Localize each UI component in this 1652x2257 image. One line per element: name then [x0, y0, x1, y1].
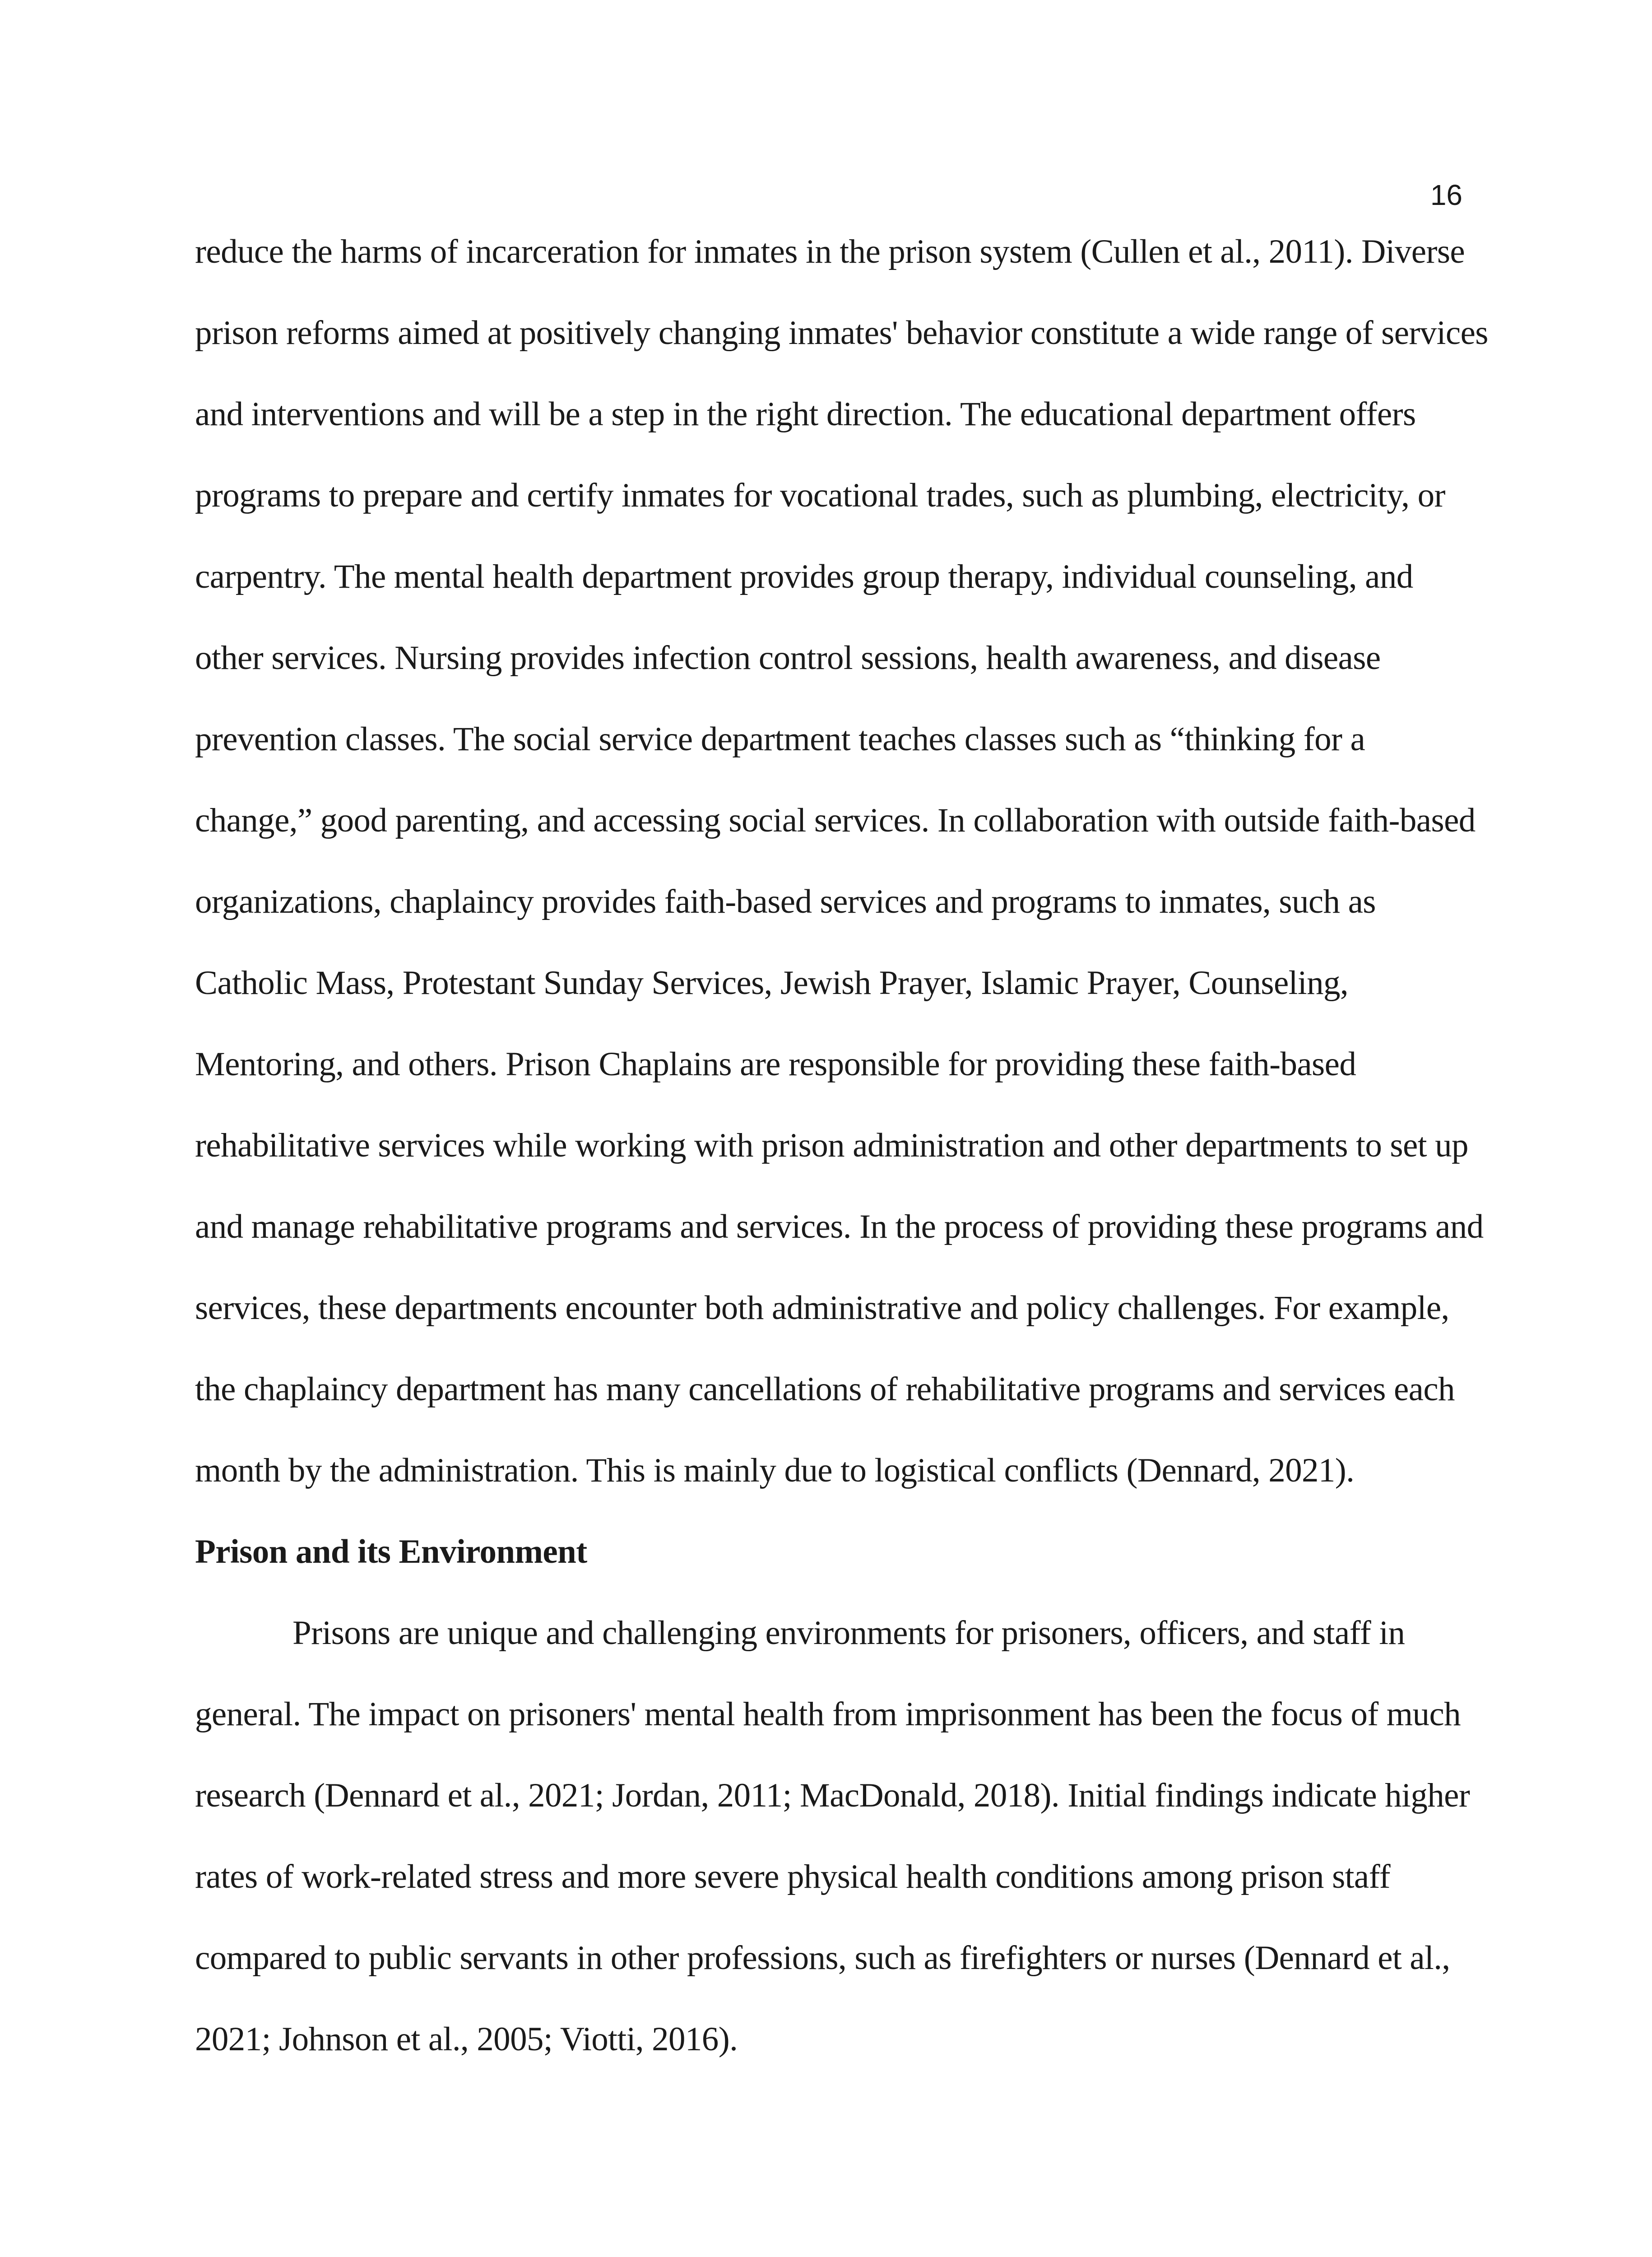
text-line: services, these departments encounter both administrative and policy challenges. For example, [195, 1289, 1449, 1327]
text-line: programs to prepare and certify inmates for vocational trades, such as plumbing, electricity, or [195, 477, 1445, 514]
paragraph-1 [195, 211, 1488, 1511]
text-line: research (Dennard et al., 2021; Jordan, 2011; MacDonald, 2018). Initial findings indicate higher [195, 1777, 1470, 1814]
text-line: Mentoring, and others. Prison Chaplains are responsible for providing these faith-based [195, 1045, 1356, 1083]
text-line: Prisons are unique and challenging environments for prisoners, officers, and staff in [292, 1614, 1405, 1652]
paragraph-2 [195, 1593, 1468, 2080]
text-line: the chaplaincy department has many cancellations of rehabilitative programs and services each [195, 1370, 1455, 1408]
text-line: prison reforms aimed at positively changing inmates' behavior constitute a wide range of services [195, 314, 1488, 352]
page-number: 16 [1430, 179, 1462, 211]
text-line: change,” good parenting, and accessing social services. In collaboration with outside faith-based [195, 802, 1476, 839]
text-line: other services. Nursing provides infection control sessions, health awareness, and disease [195, 639, 1381, 677]
text-line: rehabilitative services while working with prison administration and other departments to set up [195, 1127, 1468, 1164]
document-body [195, 211, 1488, 2080]
text-line: carpentry. The mental health department provides group therapy, individual counseling, and [195, 558, 1413, 595]
text-line: prevention classes. The social service department teaches classes such as “thinking for a [195, 720, 1365, 758]
section-heading: Prison and its Environment [195, 1533, 587, 1570]
text-line: 2021; Johnson et al., 2005; Viotti, 2016). [195, 2020, 738, 2058]
text-line: general. The impact on prisoners' mental health from imprisonment has been the focus of much [195, 1695, 1461, 1733]
text-line: reduce the harms of incarceration for inmates in the prison system (Cullen et al., 2011). Diverse [195, 233, 1465, 270]
text-line: month by the administration. This is mainly due to logistical conflicts (Dennard, 2021). [195, 1452, 1355, 1489]
text-line: and manage rehabilitative programs and services. In the process of providing these programs and [195, 1208, 1484, 1245]
text-line: compared to public servants in other professions, such as firefighters or nurses (Dennard et al., [195, 1939, 1450, 1977]
text-line: Catholic Mass, Protestant Sunday Services, Jewish Prayer, Islamic Prayer, Counseling, [195, 964, 1349, 1002]
text-line: and interventions and will be a step in the right direction. The educational department offers [195, 395, 1416, 433]
text-line: organizations, chaplaincy provides faith-based services and programs to inmates, such as [195, 883, 1376, 920]
text-line: rates of work-related stress and more severe physical health conditions among prison staff [195, 1858, 1390, 1895]
